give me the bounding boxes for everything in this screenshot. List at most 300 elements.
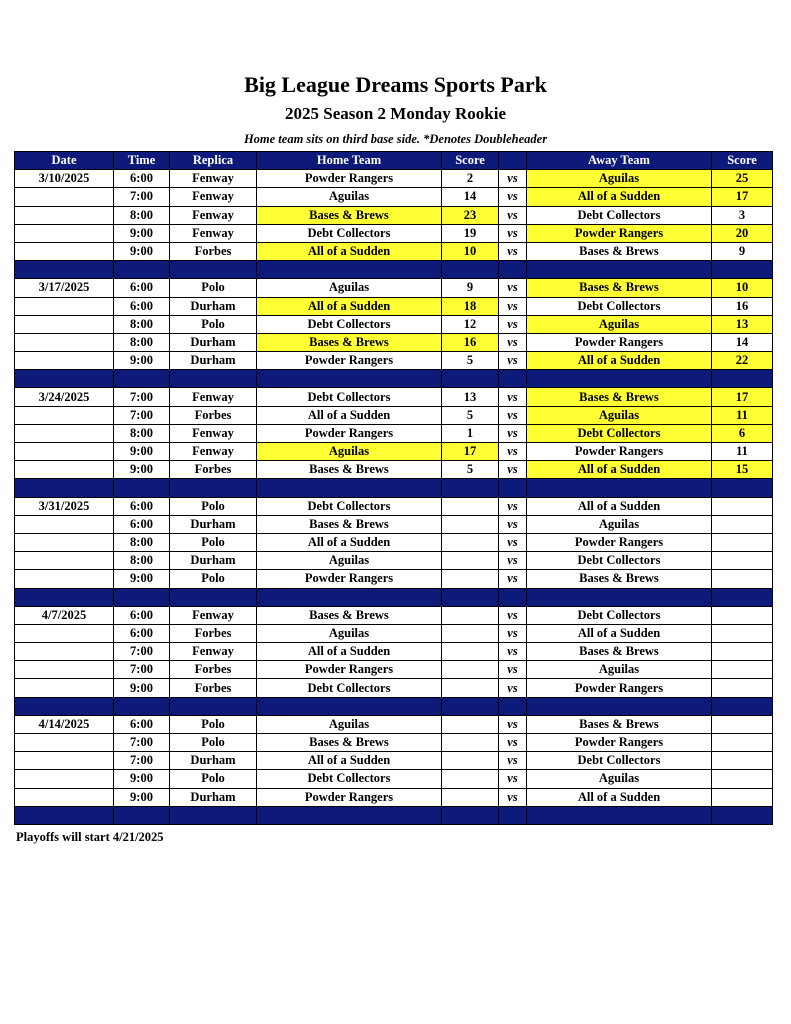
home-team-cell: Powder Rangers	[257, 661, 442, 679]
vs-cell: vs	[499, 461, 527, 479]
away-score-cell: 10	[712, 279, 773, 297]
time-cell: 9:00	[114, 679, 170, 697]
away-score-cell: 6	[712, 424, 773, 442]
table-row	[15, 770, 773, 788]
vs-cell: vs	[499, 224, 527, 242]
vs-cell: vs	[499, 170, 527, 188]
away-team-cell: Bases & Brews	[527, 715, 712, 733]
date-cell: 4/14/2025	[15, 715, 114, 733]
time-cell: 7:00	[114, 188, 170, 206]
away-team-cell: Aguilas	[527, 515, 712, 533]
separator-cell	[257, 806, 442, 824]
home-score-cell: 16	[442, 333, 499, 351]
col-header-date: Date	[15, 152, 114, 170]
away-team-cell: Powder Rangers	[527, 734, 712, 752]
separator-cell	[442, 261, 499, 279]
time-cell: 9:00	[114, 443, 170, 461]
table-row	[15, 533, 773, 551]
away-score-cell	[712, 661, 773, 679]
col-header-replica: Replica	[170, 152, 257, 170]
table-row	[15, 242, 773, 260]
time-cell: 9:00	[114, 352, 170, 370]
separator-cell	[15, 370, 114, 388]
table-row	[15, 188, 773, 206]
home-team-cell: Debt Collectors	[257, 224, 442, 242]
replica-cell: Forbes	[170, 661, 257, 679]
away-team-cell: Aguilas	[527, 406, 712, 424]
time-cell: 6:00	[114, 170, 170, 188]
time-cell: 9:00	[114, 224, 170, 242]
replica-cell: Fenway	[170, 188, 257, 206]
separator-cell	[170, 806, 257, 824]
home-score-cell: 5	[442, 461, 499, 479]
date-cell	[15, 315, 114, 333]
vs-cell: vs	[499, 679, 527, 697]
separator-cell	[499, 370, 527, 388]
separator-cell	[499, 806, 527, 824]
time-cell: 6:00	[114, 624, 170, 642]
table-row	[15, 279, 773, 297]
away-team-cell: Bases & Brews	[527, 388, 712, 406]
vs-cell: vs	[499, 206, 527, 224]
home-score-cell	[442, 552, 499, 570]
time-cell: 7:00	[114, 388, 170, 406]
replica-cell: Forbes	[170, 624, 257, 642]
separator-cell	[442, 697, 499, 715]
separator-cell	[257, 697, 442, 715]
date-cell	[15, 188, 114, 206]
home-score-cell	[442, 788, 499, 806]
home-score-cell	[442, 643, 499, 661]
vs-cell: vs	[499, 570, 527, 588]
date-cell: 3/24/2025	[15, 388, 114, 406]
away-team-cell: Aguilas	[527, 661, 712, 679]
replica-cell: Fenway	[170, 643, 257, 661]
replica-cell: Polo	[170, 533, 257, 551]
away-score-cell	[712, 570, 773, 588]
time-cell: 8:00	[114, 333, 170, 351]
away-team-cell: Debt Collectors	[527, 552, 712, 570]
separator-cell	[15, 479, 114, 497]
replica-cell: Polo	[170, 770, 257, 788]
away-score-cell	[712, 643, 773, 661]
home-team-cell: Debt Collectors	[257, 497, 442, 515]
replica-cell: Fenway	[170, 224, 257, 242]
vs-cell: vs	[499, 242, 527, 260]
home-team-cell: Bases & Brews	[257, 515, 442, 533]
table-header-row	[15, 152, 773, 170]
separator-cell	[712, 261, 773, 279]
vs-cell: vs	[499, 497, 527, 515]
home-team-cell: Debt Collectors	[257, 679, 442, 697]
vs-cell: vs	[499, 333, 527, 351]
separator-cell	[257, 370, 442, 388]
replica-cell: Durham	[170, 515, 257, 533]
home-score-cell	[442, 624, 499, 642]
separator-cell	[114, 588, 170, 606]
separator-cell	[15, 261, 114, 279]
home-team-cell: Aguilas	[257, 715, 442, 733]
time-cell: 6:00	[114, 279, 170, 297]
time-cell: 8:00	[114, 315, 170, 333]
separator-cell	[712, 806, 773, 824]
time-cell: 7:00	[114, 643, 170, 661]
away-team-cell: All of a Sudden	[527, 624, 712, 642]
away-team-cell: Powder Rangers	[527, 333, 712, 351]
separator-cell	[499, 588, 527, 606]
table-row	[15, 752, 773, 770]
table-row	[15, 461, 773, 479]
away-score-cell: 14	[712, 333, 773, 351]
away-score-cell	[712, 533, 773, 551]
separator-cell	[527, 806, 712, 824]
away-score-cell	[712, 497, 773, 515]
separator-cell	[170, 261, 257, 279]
home-score-cell	[442, 679, 499, 697]
separator-cell	[257, 479, 442, 497]
date-cell	[15, 661, 114, 679]
home-team-cell: Powder Rangers	[257, 570, 442, 588]
replica-cell: Durham	[170, 752, 257, 770]
week-separator-row	[15, 588, 773, 606]
vs-cell: vs	[499, 643, 527, 661]
separator-cell	[442, 588, 499, 606]
time-cell: 7:00	[114, 406, 170, 424]
table-row	[15, 515, 773, 533]
away-score-cell: 11	[712, 406, 773, 424]
time-cell: 9:00	[114, 242, 170, 260]
home-score-cell: 10	[442, 242, 499, 260]
away-score-cell: 17	[712, 388, 773, 406]
separator-cell	[527, 261, 712, 279]
separator-cell	[114, 806, 170, 824]
away-team-cell: Powder Rangers	[527, 224, 712, 242]
away-team-cell: Debt Collectors	[527, 606, 712, 624]
date-cell	[15, 570, 114, 588]
table-row	[15, 170, 773, 188]
vs-cell: vs	[499, 752, 527, 770]
separator-cell	[170, 479, 257, 497]
replica-cell: Fenway	[170, 424, 257, 442]
away-score-cell	[712, 770, 773, 788]
away-team-cell: Powder Rangers	[527, 679, 712, 697]
away-score-cell: 17	[712, 188, 773, 206]
vs-cell: vs	[499, 443, 527, 461]
separator-cell	[114, 261, 170, 279]
away-team-cell: Aguilas	[527, 770, 712, 788]
time-cell: 8:00	[114, 424, 170, 442]
vs-cell: vs	[499, 406, 527, 424]
away-team-cell: All of a Sudden	[527, 188, 712, 206]
separator-cell	[15, 806, 114, 824]
replica-cell: Fenway	[170, 206, 257, 224]
footer-note: Playoffs will start 4/21/2025	[16, 830, 164, 844]
week-separator-row	[15, 697, 773, 715]
table-row	[15, 406, 773, 424]
time-cell: 7:00	[114, 752, 170, 770]
home-team-cell: All of a Sudden	[257, 643, 442, 661]
vs-cell: vs	[499, 533, 527, 551]
date-cell	[15, 533, 114, 551]
date-cell	[15, 643, 114, 661]
col-header-away-team: Away Team	[527, 152, 712, 170]
separator-cell	[527, 370, 712, 388]
away-score-cell	[712, 606, 773, 624]
away-score-cell	[712, 715, 773, 733]
away-team-cell: Aguilas	[527, 315, 712, 333]
away-team-cell: Debt Collectors	[527, 424, 712, 442]
away-team-cell: Debt Collectors	[527, 752, 712, 770]
home-score-cell	[442, 515, 499, 533]
vs-cell: vs	[499, 515, 527, 533]
home-score-cell: 23	[442, 206, 499, 224]
separator-cell	[499, 261, 527, 279]
home-team-cell: Debt Collectors	[257, 388, 442, 406]
separator-cell	[15, 697, 114, 715]
away-team-cell: All of a Sudden	[527, 788, 712, 806]
vs-cell: vs	[499, 552, 527, 570]
away-score-cell: 20	[712, 224, 773, 242]
home-score-cell	[442, 715, 499, 733]
separator-cell	[712, 370, 773, 388]
separator-cell	[527, 588, 712, 606]
home-team-cell: Aguilas	[257, 443, 442, 461]
week-separator-row	[15, 806, 773, 824]
date-cell	[15, 788, 114, 806]
home-team-cell: Debt Collectors	[257, 315, 442, 333]
table-row	[15, 715, 773, 733]
table-row	[15, 624, 773, 642]
table-row	[15, 297, 773, 315]
away-team-cell: Debt Collectors	[527, 297, 712, 315]
away-score-cell	[712, 679, 773, 697]
replica-cell: Durham	[170, 552, 257, 570]
replica-cell: Durham	[170, 333, 257, 351]
separator-cell	[442, 370, 499, 388]
vs-cell: vs	[499, 388, 527, 406]
home-score-cell: 17	[442, 443, 499, 461]
date-cell	[15, 297, 114, 315]
week-separator-row	[15, 479, 773, 497]
col-header-home-score: Score	[442, 152, 499, 170]
table-row	[15, 788, 773, 806]
replica-cell: Polo	[170, 497, 257, 515]
table-row	[15, 388, 773, 406]
time-cell: 6:00	[114, 497, 170, 515]
vs-cell: vs	[499, 770, 527, 788]
date-cell	[15, 552, 114, 570]
time-cell: 9:00	[114, 461, 170, 479]
vs-cell: vs	[499, 315, 527, 333]
home-team-cell: Aguilas	[257, 188, 442, 206]
date-cell	[15, 443, 114, 461]
time-cell: 6:00	[114, 715, 170, 733]
separator-cell	[114, 370, 170, 388]
away-team-cell: Bases & Brews	[527, 570, 712, 588]
vs-cell: vs	[499, 734, 527, 752]
replica-cell: Forbes	[170, 679, 257, 697]
date-cell	[15, 333, 114, 351]
replica-cell: Fenway	[170, 170, 257, 188]
page-subtitle: 2025 Season 2 Monday Rookie	[284, 104, 507, 123]
home-score-cell	[442, 752, 499, 770]
away-score-cell: 22	[712, 352, 773, 370]
separator-cell	[499, 479, 527, 497]
date-cell: 4/7/2025	[15, 606, 114, 624]
vs-cell: vs	[499, 279, 527, 297]
replica-cell: Forbes	[170, 461, 257, 479]
home-score-cell	[442, 497, 499, 515]
replica-cell: Forbes	[170, 406, 257, 424]
table-row	[15, 552, 773, 570]
table-row	[15, 570, 773, 588]
home-score-cell	[442, 734, 499, 752]
separator-cell	[527, 697, 712, 715]
separator-cell	[442, 806, 499, 824]
away-score-cell: 11	[712, 443, 773, 461]
away-score-cell	[712, 515, 773, 533]
date-cell	[15, 515, 114, 533]
replica-cell: Fenway	[170, 388, 257, 406]
table-row	[15, 443, 773, 461]
time-cell: 9:00	[114, 788, 170, 806]
home-team-cell: Bases & Brews	[257, 206, 442, 224]
home-team-cell: Aguilas	[257, 552, 442, 570]
date-cell	[15, 734, 114, 752]
page-title: Big League Dreams Sports Park	[244, 72, 547, 97]
date-cell	[15, 624, 114, 642]
replica-cell: Polo	[170, 315, 257, 333]
away-team-cell: Aguilas	[527, 170, 712, 188]
home-team-cell: Aguilas	[257, 279, 442, 297]
home-score-cell: 5	[442, 406, 499, 424]
away-score-cell	[712, 624, 773, 642]
home-score-cell: 14	[442, 188, 499, 206]
home-score-cell	[442, 661, 499, 679]
home-team-cell: Powder Rangers	[257, 352, 442, 370]
separator-cell	[527, 479, 712, 497]
separator-cell	[170, 588, 257, 606]
home-score-cell	[442, 770, 499, 788]
away-score-cell: 9	[712, 242, 773, 260]
table-row	[15, 224, 773, 242]
away-team-cell: Powder Rangers	[527, 533, 712, 551]
vs-cell: vs	[499, 661, 527, 679]
home-team-cell: All of a Sudden	[257, 406, 442, 424]
separator-cell	[170, 697, 257, 715]
date-cell: 3/17/2025	[15, 279, 114, 297]
col-header-away-score: Score	[712, 152, 773, 170]
table-row	[15, 497, 773, 515]
date-cell	[15, 406, 114, 424]
date-cell	[15, 206, 114, 224]
replica-cell: Durham	[170, 788, 257, 806]
table-row	[15, 333, 773, 351]
table-row	[15, 315, 773, 333]
replica-cell: Fenway	[170, 606, 257, 624]
home-score-cell: 19	[442, 224, 499, 242]
replica-cell: Polo	[170, 734, 257, 752]
date-cell	[15, 242, 114, 260]
separator-cell	[114, 479, 170, 497]
separator-cell	[712, 588, 773, 606]
away-team-cell: Bases & Brews	[527, 643, 712, 661]
away-score-cell: 13	[712, 315, 773, 333]
home-score-cell	[442, 606, 499, 624]
vs-cell: vs	[499, 297, 527, 315]
home-team-cell: Powder Rangers	[257, 424, 442, 442]
time-cell: 8:00	[114, 533, 170, 551]
home-score-cell: 1	[442, 424, 499, 442]
col-header-home-team: Home Team	[257, 152, 442, 170]
col-header-vs	[499, 152, 527, 170]
away-score-cell	[712, 552, 773, 570]
table-row	[15, 352, 773, 370]
away-team-cell: Powder Rangers	[527, 443, 712, 461]
date-cell	[15, 770, 114, 788]
home-score-cell: 13	[442, 388, 499, 406]
vs-cell: vs	[499, 606, 527, 624]
replica-cell: Durham	[170, 352, 257, 370]
away-score-cell: 16	[712, 297, 773, 315]
time-cell: 9:00	[114, 570, 170, 588]
col-header-time: Time	[114, 152, 170, 170]
schedule-body	[15, 170, 773, 825]
table-row	[15, 734, 773, 752]
separator-cell	[499, 697, 527, 715]
vs-cell: vs	[499, 424, 527, 442]
home-score-cell: 9	[442, 279, 499, 297]
home-team-cell: Debt Collectors	[257, 770, 442, 788]
separator-cell	[170, 370, 257, 388]
away-score-cell	[712, 734, 773, 752]
home-team-cell: All of a Sudden	[257, 752, 442, 770]
table-row	[15, 679, 773, 697]
away-score-cell: 25	[712, 170, 773, 188]
home-team-cell: Aguilas	[257, 624, 442, 642]
time-cell: 7:00	[114, 734, 170, 752]
home-team-cell: Powder Rangers	[257, 788, 442, 806]
home-team-cell: All of a Sudden	[257, 242, 442, 260]
time-cell: 8:00	[114, 552, 170, 570]
table-row	[15, 606, 773, 624]
separator-cell	[257, 261, 442, 279]
time-cell: 6:00	[114, 515, 170, 533]
date-cell	[15, 461, 114, 479]
time-cell: 7:00	[114, 661, 170, 679]
page-note: Home team sits on third base side. *Denotes Doubleheader	[243, 132, 548, 146]
separator-cell	[712, 479, 773, 497]
time-cell: 8:00	[114, 206, 170, 224]
home-team-cell: All of a Sudden	[257, 533, 442, 551]
date-cell	[15, 352, 114, 370]
home-score-cell	[442, 570, 499, 588]
date-cell: 3/31/2025	[15, 497, 114, 515]
away-team-cell: Bases & Brews	[527, 242, 712, 260]
replica-cell: Polo	[170, 715, 257, 733]
schedule-table	[14, 151, 773, 825]
table-row	[15, 661, 773, 679]
date-cell	[15, 224, 114, 242]
date-cell	[15, 679, 114, 697]
date-cell: 3/10/2025	[15, 170, 114, 188]
home-team-cell: Bases & Brews	[257, 461, 442, 479]
vs-cell: vs	[499, 715, 527, 733]
replica-cell: Polo	[170, 279, 257, 297]
vs-cell: vs	[499, 788, 527, 806]
date-cell	[15, 424, 114, 442]
home-team-cell: Bases & Brews	[257, 333, 442, 351]
